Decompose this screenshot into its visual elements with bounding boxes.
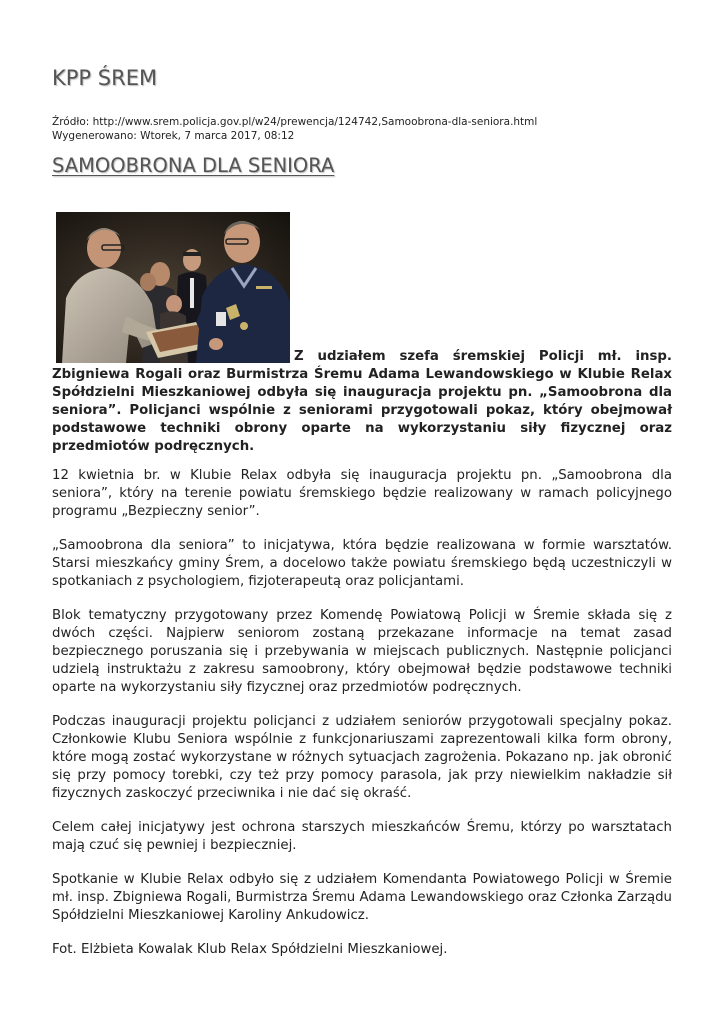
article-lead: Z udziałem szefa śremskiej Policji mł. insp. Zbigniewa Rogali oraz Burmistrza Śremu Adama Lewandowskiego w Klubie Relax Spółdzielni Mieszkaniowej odbyła się inauguracja projektu pn. „Samoobrona dla seniora”. Policjanci wspólnie z seniorami przygotowali pokaz, który obejmował podstawowe techniki obrony oparte na wykorzystaniu siły fizycznej oraz przedmiotów podręcznych. xyxy=(52,349,672,454)
paragraph: Blok tematyczny przygotowany przez Komendę Powiatową Policji w Śremie składa się z dwóch części. Najpierw seniorom zostaną przekazane informacje na temat zasad bezpiecznego poruszania się i przebywania w miejscach publicznych. Następnie policjanci udzielą instruktażu z zakresu samoobrony, który obejmował będzie podstawowe techniki oparte na wykorzystaniu siły fizycznej oraz przedmiotów podręcznych. xyxy=(52,608,672,695)
paragraph: Celem całej inicjatywy jest ochrona starszych mieszkańców Śremu, którzy po warsztatach mają czuć się pewniej i bezpieczniej. xyxy=(52,820,672,853)
document-meta xyxy=(52,115,537,143)
photo-image xyxy=(56,212,290,363)
paragraph: Spotkanie w Klubie Relax odbyło się z udziałem Komendanta Powiatowego Policji w Śremie mł. insp. Zbigniewa Rogali, Burmistrza Śremu Adama Lewandowskiego oraz Członka Zarządu Spółdzielni Mieszkaniowej Karoliny Ankudowicz. xyxy=(52,872,672,923)
paragraph: 12 kwietnia br. w Klubie Relax odbyła się inauguracja projektu pn. „Samoobrona dla seniora”, który na terenie powiatu śremskiego będzie realizowany w ramach policyjnego programu „Bezpieczny senior”. xyxy=(52,468,672,519)
photo-credit: Fot. Elżbieta Kowalak Klub Relax Spółdzielni Mieszkaniowej. xyxy=(52,942,448,957)
source-line: Źródło: http://www.srem.policja.gov.pl/w24/prewencja/124742,Samoobrona-dla-seniora.html xyxy=(52,116,538,128)
generated-line: Wygenerowano: Wtorek, 7 marca 2017, 08:12 xyxy=(52,130,295,142)
paragraph: „Samoobrona dla seniora” to inicjatywa, która będzie realizowana w formie warsztatów. Starsi mieszkańcy gminy Śrem, a docelowo także powiatu śremskiego będą uczestniczyli w spotkaniach z psychologiem, fizjoterapeutą oraz policjantami. xyxy=(52,538,672,589)
article-body xyxy=(52,467,672,975)
article-photo xyxy=(56,212,290,363)
site-title: KPP ŚREM xyxy=(52,66,158,90)
paragraph: Podczas inauguracji projektu policjanci z udziałem seniorów przygotowali specjalny pokaz. Członkowie Klubu Seniora wspólnie z funkcjonariuszami zaprezentowali kilka form obrony, które mogą zostać wykorzystane w różnych sytuacjach zagrożenia. Pokazano np. jak obronić się przy pomocy torebki, czy też przy pomocy parasola, jak przy niewielkim nakładzie sił fizycznych zaskoczyć przeciwnika i nie dać się okraść. xyxy=(52,714,672,801)
article-title: SAMOOBRONA DLA SENIORA xyxy=(52,154,335,177)
